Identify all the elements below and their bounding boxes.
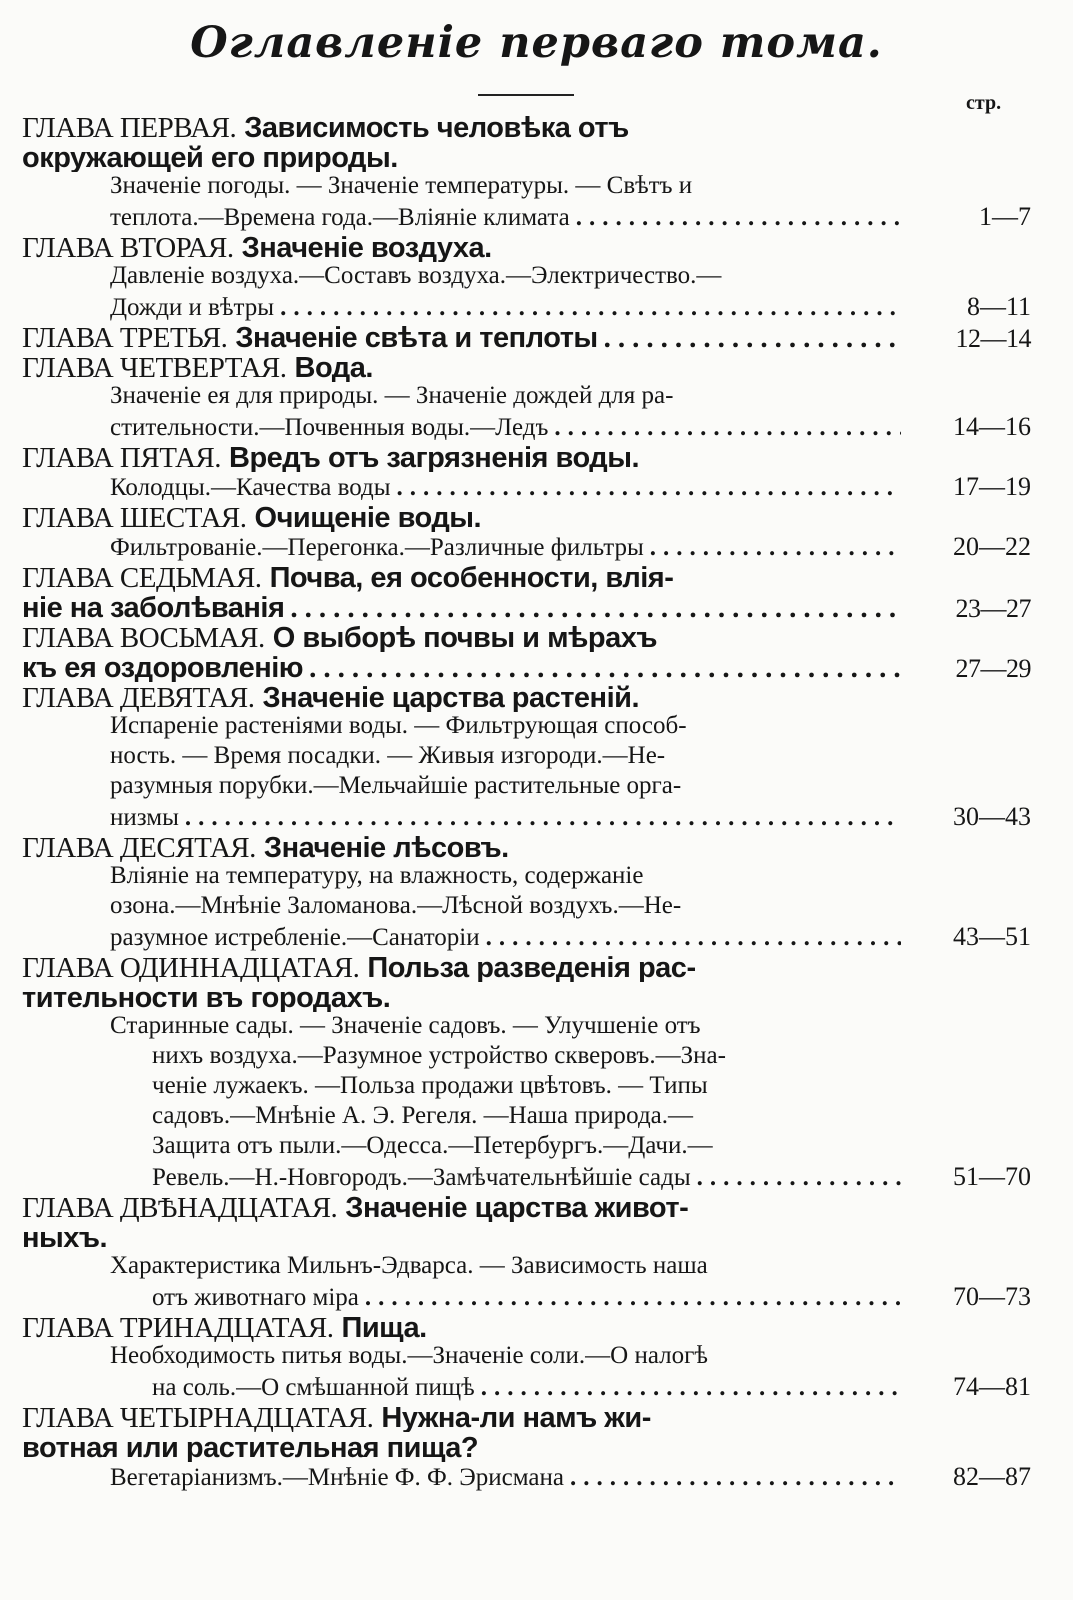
leader-dots (548, 414, 901, 442)
leader-dots (480, 924, 901, 952)
entry-text (0, 172, 1073, 200)
chapter-line (0, 1402, 1073, 1432)
section-text: отъ животнаго міра (152, 1284, 359, 1311)
section-text: Колодцы.—Качества воды (110, 474, 391, 501)
section-text: Испареніе растеніями воды. — Фильтрующая способ- (110, 712, 687, 739)
leader-dots (284, 592, 901, 622)
chapter-line (0, 592, 1073, 622)
chapter-line (0, 622, 1073, 652)
entry-text (0, 832, 1073, 862)
section-line (0, 172, 1073, 202)
entry-text (0, 442, 1073, 472)
leader-dots (475, 1374, 901, 1402)
page-range: 74—81 (953, 1372, 1031, 1401)
chapter-number: ГЛАВА ПЕРВАЯ. (22, 112, 237, 142)
section-text: садовъ.—Мнѣніе А. Э. Регеля. —Наша природа.— (152, 1102, 694, 1129)
page-range: 27—29 (955, 654, 1031, 682)
entry-text (0, 982, 1073, 1012)
chapter-line (0, 952, 1073, 982)
section-text: разумныя порубки.—Мельчайшіе растительные орга- (110, 772, 682, 799)
section-line (0, 262, 1073, 292)
section-line (0, 472, 1073, 502)
section-text: Вліяніе на температуру, на влажность, содержаніе (110, 862, 644, 889)
section-text: ность. — Время посадки. — Живыя изгороди.—Не- (110, 742, 666, 769)
entry-text (0, 1042, 1073, 1070)
page-range: 30—43 (953, 802, 1031, 831)
chapter-heading: окружающей его природы. (22, 142, 398, 172)
chapter-number: ГЛАВА ЧЕТВЕРТАЯ. (22, 352, 287, 382)
section-line (0, 1372, 1073, 1402)
page-range: 23—27 (955, 594, 1031, 622)
chapter-heading: Нужна-ли намъ жи- (381, 1402, 651, 1432)
chapter-line (0, 1312, 1073, 1342)
page-title: Оглавленіе перваго тома. (190, 18, 883, 68)
chapter-line (0, 232, 1073, 262)
section-line (0, 772, 1073, 802)
entry-text (0, 414, 548, 442)
section-text: нихъ воздуха.—Разумное устройство скверовъ.—Зна- (152, 1042, 726, 1069)
entry-text (0, 652, 303, 682)
chapter-number: ГЛАВА ТРЕТЬЯ. (22, 322, 228, 352)
page-range: 14—16 (953, 412, 1031, 441)
section-line (0, 1012, 1073, 1042)
chapter-heading: Значеніе воздуха. (241, 232, 492, 262)
entry-text (0, 772, 1073, 800)
chapter-number: ГЛАВА ТРИНАДЦАТАЯ. (22, 1312, 334, 1342)
chapter-heading: Пища. (341, 1312, 427, 1342)
section-line (0, 1462, 1073, 1492)
leader-dots (274, 294, 901, 322)
chapter-heading: ніе на заболѣванія (22, 592, 285, 622)
leader-dots (691, 1164, 901, 1192)
section-text: озона.—Мнѣніе Заломанова.—Лѣсной воздухъ.—Не- (110, 892, 682, 919)
page-range: 20—22 (953, 532, 1031, 561)
chapter-line (0, 352, 1073, 382)
entry-text (0, 1192, 1073, 1222)
chapter-number: ГЛАВА ВТОРАЯ. (22, 232, 234, 262)
entry-text (0, 1284, 359, 1312)
title-divider (478, 94, 574, 96)
entry-text (0, 682, 1073, 712)
section-text: на соль.—О смѣшанной пищѣ (152, 1374, 475, 1401)
chapter-number: ГЛАВА ОДИННАДЦАТАЯ. (22, 952, 360, 982)
entry-text (0, 112, 1073, 142)
chapter-line (0, 682, 1073, 712)
entry-text (0, 952, 1073, 982)
section-line (0, 1072, 1073, 1102)
pages-column-label: стр. (966, 92, 1002, 114)
section-line (0, 382, 1073, 412)
leader-dots (644, 534, 901, 562)
chapter-number: ГЛАВА ДЕВЯТАЯ. (22, 682, 255, 712)
entry-text (0, 142, 1073, 172)
entry-text (0, 804, 179, 832)
page-range: 51—70 (953, 1162, 1031, 1191)
section-line (0, 712, 1073, 742)
entry-text (0, 1432, 1073, 1462)
entry-text (0, 742, 1073, 770)
section-line (0, 1162, 1073, 1192)
leader-dots (359, 1284, 901, 1312)
entry-text (0, 1072, 1073, 1100)
entry-text (0, 1374, 475, 1402)
chapter-heading: Польза разведенія рас- (367, 952, 696, 982)
entry-text (0, 534, 644, 562)
chapter-number: ГЛАВА ВОСЬМАЯ. (22, 622, 265, 652)
entry-text (0, 262, 1073, 290)
section-text: Необходимость питья воды.—Значеніе соли.—О налогѣ (110, 1342, 708, 1369)
page-range: 8—11 (966, 292, 1031, 321)
section-text: стительности.—Почвенныя воды.—Ледъ (110, 414, 549, 441)
chapter-line (0, 322, 1073, 352)
chapter-heading: ныхъ. (22, 1222, 108, 1252)
entry-text (0, 1464, 564, 1492)
section-text: Ревель.—Н.-Новгородъ.—Замѣчательнѣйшіе сады (152, 1164, 691, 1191)
chapter-heading: Вода. (294, 352, 373, 382)
chapter-line (0, 502, 1073, 532)
chapter-line (0, 442, 1073, 472)
leader-dots (303, 652, 901, 682)
section-line (0, 292, 1073, 322)
page-range: 17—19 (953, 472, 1031, 501)
chapter-number: ГЛАВА ДВѢНАДЦАТАЯ. (22, 1192, 338, 1222)
entry-text (0, 232, 1073, 262)
entry-text (0, 1102, 1073, 1130)
section-line (0, 202, 1073, 232)
section-line (0, 1252, 1073, 1282)
entry-text (0, 382, 1073, 410)
section-text: Фильтрованіе.—Перегонка.—Различные фильтры (110, 534, 644, 561)
entry-text (0, 562, 1073, 592)
page-range: 1—7 (979, 202, 1031, 231)
chapter-line (0, 1222, 1073, 1252)
chapter-heading: О выборѣ почвы и мѣрахъ (272, 622, 658, 652)
entry-text (0, 712, 1073, 740)
section-text: низмы (110, 804, 179, 831)
chapter-line (0, 1192, 1073, 1222)
chapter-heading: Почва, ея особенности, влія- (269, 562, 674, 592)
section-line (0, 1342, 1073, 1372)
section-line (0, 1102, 1073, 1132)
entry-text (0, 924, 480, 952)
entry-text (0, 1312, 1073, 1342)
chapter-line (0, 832, 1073, 862)
entry-text (0, 1342, 1073, 1370)
section-line (0, 742, 1073, 772)
entry-text (0, 502, 1073, 532)
chapter-heading: Значеніе царства живот- (345, 1192, 689, 1222)
entry-text (0, 592, 284, 622)
chapter-line (0, 112, 1073, 142)
section-text: Значеніе погоды. — Значеніе температуры. — Свѣтъ и (110, 172, 693, 199)
page-range: 70—73 (953, 1282, 1031, 1311)
entry-text (0, 1164, 691, 1192)
section-line (0, 1042, 1073, 1072)
section-text: Дожди и вѣтры (110, 294, 275, 321)
section-text: Вегетаріанизмъ.—Мнѣніе Ф. Ф. Эрисмана (110, 1464, 564, 1491)
chapter-heading: Зависимость человѣка отъ (244, 112, 629, 142)
leader-dots (564, 1464, 901, 1492)
section-line (0, 1132, 1073, 1162)
chapter-heading: Вредъ отъ загрязненія воды. (229, 442, 640, 472)
page-range: 12—14 (955, 324, 1031, 352)
section-text: Давленіе воздуха.—Составъ воздуха.—Электричество.— (110, 262, 722, 289)
chapter-heading: тительности въ городахъ. (22, 982, 391, 1012)
section-text: теплота.—Времена года.—Вліяніе климата (110, 204, 570, 231)
entry-text (0, 474, 391, 502)
chapter-heading: Значеніе свѣта и теплоты (235, 322, 598, 352)
chapter-line (0, 1432, 1073, 1462)
section-text: Старинные сады. — Значеніе садовъ. — Улучшеніе отъ (110, 1012, 701, 1039)
section-text: Значеніе ея для природы. — Значеніе дождей для ра- (110, 382, 674, 409)
section-line (0, 532, 1073, 562)
page-range: 82—87 (953, 1462, 1031, 1491)
chapter-line (0, 562, 1073, 592)
section-line (0, 892, 1073, 922)
chapter-heading: Значеніе царства растеній. (262, 682, 640, 712)
chapter-heading: Очищеніе воды. (254, 502, 482, 532)
entry-text (0, 204, 570, 232)
section-text: ченіе лужаекъ. —Польза продажи цвѣтовъ. — Типы (152, 1072, 708, 1099)
entry-text (0, 622, 1073, 652)
chapter-line (0, 652, 1073, 682)
page-range: 43—51 (953, 922, 1031, 951)
chapter-line (0, 982, 1073, 1012)
toc-list (0, 112, 1073, 1492)
entry-text (0, 1012, 1073, 1040)
entry-text (0, 1222, 1073, 1252)
leader-dots (570, 204, 901, 232)
entry-text (0, 1252, 1073, 1280)
entry-text (0, 892, 1073, 920)
chapter-number: ГЛАВА СЕДЬМАЯ. (22, 562, 262, 592)
chapter-heading: къ ея оздоровленію (22, 652, 304, 682)
chapter-number: ГЛАВА ДЕСЯТАЯ. (22, 832, 256, 862)
chapter-line (0, 142, 1073, 172)
section-text: Характеристика Мильнъ-Эдварса. — Зависимость наша (110, 1252, 708, 1279)
section-line (0, 802, 1073, 832)
section-line (0, 1282, 1073, 1312)
chapter-number: ГЛАВА ШЕСТАЯ. (22, 502, 247, 532)
section-text: Защита отъ пыли.—Одесса.—Петербургъ.—Дачи.— (152, 1132, 713, 1159)
chapter-number: ГЛАВА ПЯТАЯ. (22, 442, 221, 472)
section-line (0, 412, 1073, 442)
section-line (0, 922, 1073, 952)
entry-text (0, 322, 598, 352)
entry-text (0, 1132, 1073, 1160)
leader-dots (598, 322, 901, 352)
entry-text (0, 352, 1073, 382)
chapter-heading: Значеніе лѣсовъ. (263, 832, 509, 862)
entry-text (0, 294, 274, 322)
chapter-number: ГЛАВА ЧЕТЫРНАДЦАТАЯ. (22, 1402, 374, 1432)
section-text: разумное истребленіе.—Санаторіи (110, 924, 480, 951)
leader-dots (179, 804, 901, 832)
entry-text (0, 862, 1073, 890)
section-line (0, 862, 1073, 892)
chapter-heading: вотная или растительная пища? (22, 1432, 479, 1462)
entry-text (0, 1402, 1073, 1432)
leader-dots (391, 474, 901, 502)
